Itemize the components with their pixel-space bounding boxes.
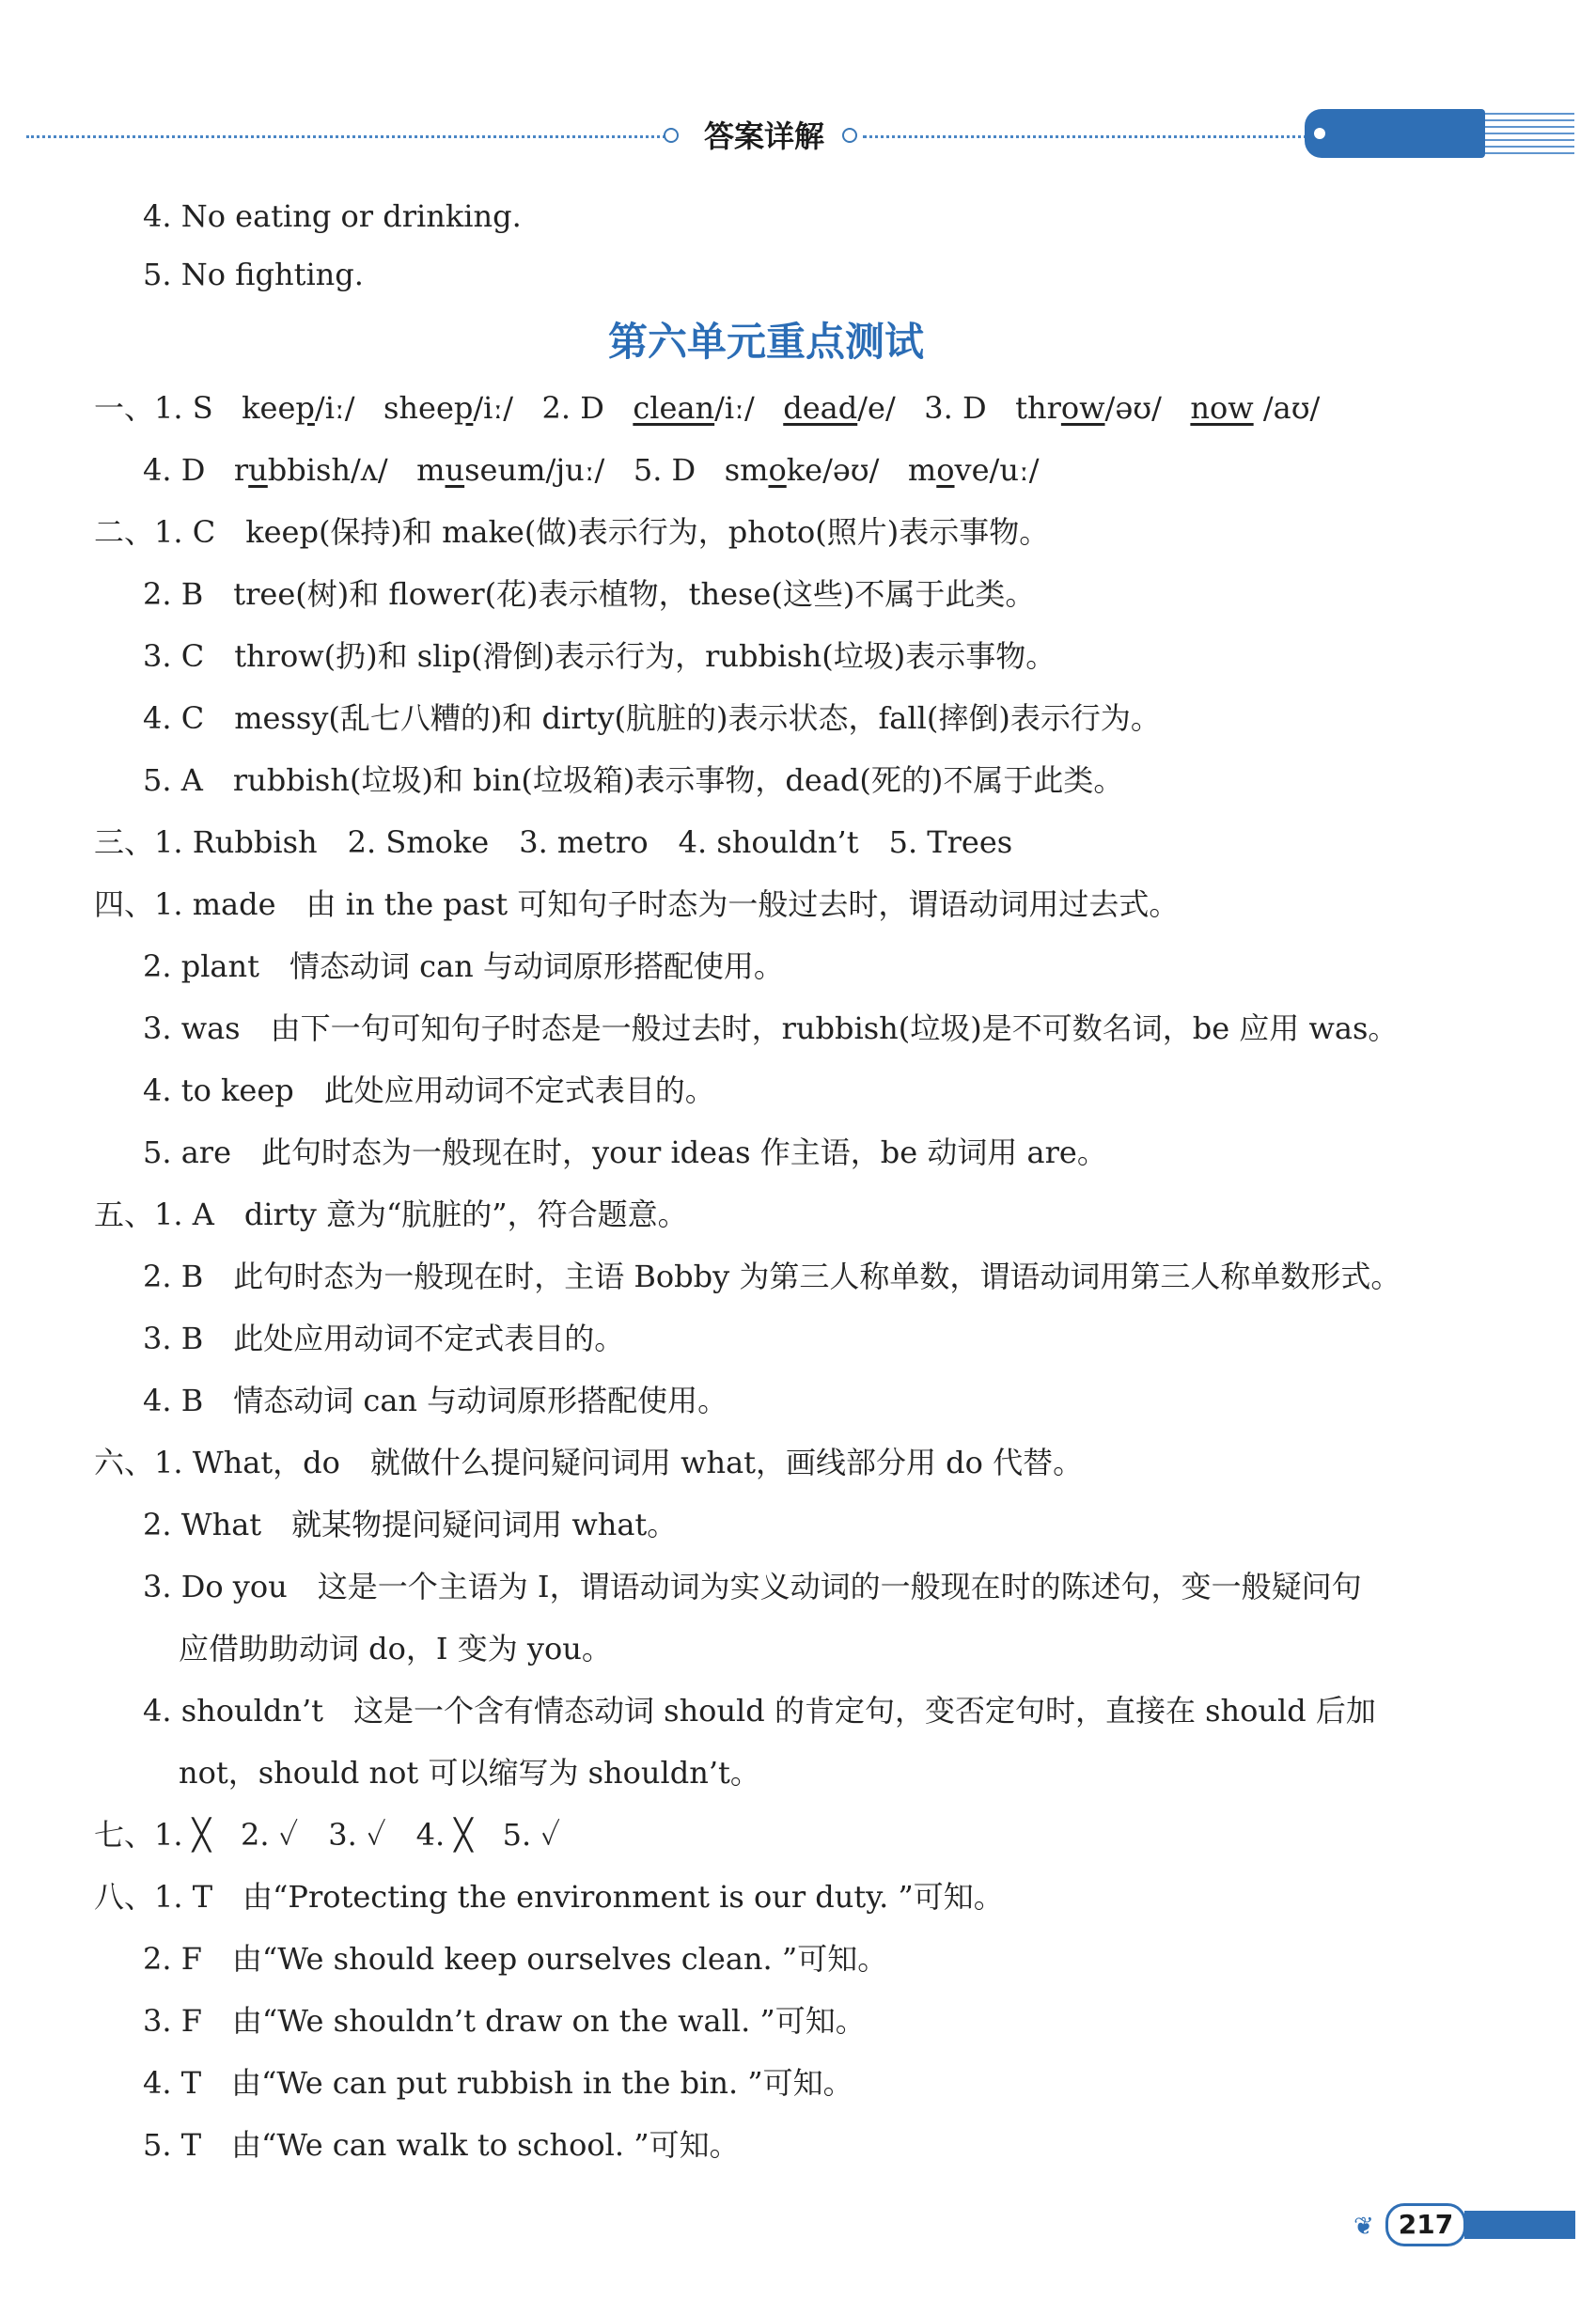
q4-line: 四、1. made 由 in the past 可知句子时态为一般过去时，谓语动词用过去式。 (94, 886, 1180, 922)
word-dead: dead/e/ (783, 390, 896, 426)
q1-item-5: 5. D (633, 452, 696, 488)
word-rubbish: rubbish/ʌ/ (233, 452, 388, 488)
q2-line: 5. A rubbish(垃圾)和 bin(垃圾箱)表示事物，dead(死的)不属于此类。 (143, 762, 1124, 798)
q8-line: 4. T 由“We can put rubbish in the bin. ”可知。 (143, 2065, 853, 2101)
q4-line: 4. to keep 此处应用动词不定式表目的。 (143, 1072, 715, 1108)
q8-line: 5. T 由“We can walk to school. ”可知。 (143, 2127, 740, 2163)
q1-row-2 (143, 449, 1040, 491)
word-sheep: sheep/iː/ (383, 390, 513, 426)
q2-line: 3. C throw(扔)和 slip(滑倒)表示行为，rubbish(垃圾)表示事物。 (143, 638, 1056, 674)
header-circle-right (842, 128, 857, 143)
q5-line: 2. B 此句时态为一般现在时，主语 Bobby 为第三人称单数，谓语动词用第三人称单数形式。 (143, 1259, 1401, 1294)
word-keep: keep/iː/ (242, 390, 355, 426)
q6-line-continued: 应借助助动词 do，I 变为 you。 (179, 1631, 612, 1667)
q5-line: 4. B 情态动词 can 与动词原形搭配使用。 (143, 1383, 728, 1418)
q2-line: 4. C messy(乱七八糟的)和 dirty(肮脏的)表示状态，fall(摔倒)表示行为。 (143, 700, 1161, 736)
q2-line: 二、1. C keep(保持)和 make(做)表示行为，photo(照片)表示事物。 (94, 514, 1050, 550)
page-number-badge (1353, 2203, 1575, 2243)
q1-item-3: 3. D (924, 390, 987, 426)
q8-line: 2. F 由“We should keep ourselves clean. ”可知。 (143, 1941, 888, 1977)
q5-line: 3. B 此处应用动词不定式表目的。 (143, 1321, 625, 1356)
word-smoke: smoke/əʊ/ (724, 452, 880, 488)
q8-line: 3. F 由“We shouldn’t draw on the wall. ”可知。 (143, 2003, 866, 2039)
word-throw: throw/əʊ/ (1015, 390, 1162, 426)
page-number: 217 (1385, 2203, 1466, 2246)
word-clean: clean/iː/ (633, 390, 755, 426)
q6-line-continued: not，should not 可以缩写为 shouldn’t。 (179, 1755, 760, 1791)
q6-line: 2. What 就某物提问疑问词用 what。 (143, 1507, 678, 1542)
q6-line: 六、1. What，do 就做什么提问疑问词用 what，画线部分用 do 代替。 (94, 1445, 1084, 1480)
intro-line: 5. No fighting. (143, 257, 364, 292)
q6-line: 3. Do you 这是一个主语为 I，谓语动词为实义动词的一般现在时的陈述句，变一般疑问句 (143, 1569, 1362, 1604)
q8-line: 八、1. T 由“Protecting the environment is our duty. ”可知。 (94, 1879, 1004, 1915)
header-dotted-line-right (863, 135, 1314, 138)
q6-line: 4. shouldn’t 这是一个含有情态动词 should 的肯定句，变否定句时，直接在 should 后加 (143, 1693, 1376, 1729)
header-stripes-decoration (1485, 113, 1574, 154)
header-dotted-line-left (26, 135, 665, 138)
header-tab-decoration (1305, 109, 1485, 158)
intro-line: 4. No eating or drinking. (143, 198, 522, 234)
q5-line: 五、1. A dirty 意为“肮脏的”，符合题意。 (94, 1197, 688, 1232)
q1-prefix: 一、1. S (94, 390, 213, 426)
word-now: now /aʊ/ (1190, 390, 1321, 426)
q1-item-2: 2. D (541, 390, 604, 426)
q1-item-4: 4. D (143, 452, 206, 488)
word-museum: museum/juː/ (416, 452, 605, 488)
q4-line: 2. plant 情态动词 can 与动词原形搭配使用。 (143, 948, 784, 984)
leaf-icon: ❦ (1353, 2213, 1374, 2241)
header-title: 答案详解 (703, 118, 824, 154)
q7-line: 七、1. ╳ 2. ✓ 3. ✓ 4. ╳ 5. ✓ (94, 1817, 560, 1853)
q3-line: 三、1. Rubbish 2. Smoke 3. metro 4. shouldn’t 5. Trees (94, 824, 1013, 860)
header-circle-left (664, 128, 679, 143)
q2-line: 2. B tree(树)和 flower(花)表示植物，these(这些)不属于此类。 (143, 576, 1036, 612)
page-header (0, 103, 1596, 169)
page-number-bar (1464, 2211, 1575, 2239)
q4-line: 3. was 由下一句可知句子时态是一般过去时，rubbish(垃圾)是不可数名词，be 应用 was。 (143, 1010, 1399, 1046)
q1-row-1 (94, 387, 1320, 429)
section-title: 第六单元重点测试 (607, 319, 924, 365)
q4-line: 5. are 此句时态为一般现在时，your ideas 作主语，be 动词用 are。 (143, 1135, 1107, 1170)
word-move: move/uː/ (907, 452, 1040, 488)
